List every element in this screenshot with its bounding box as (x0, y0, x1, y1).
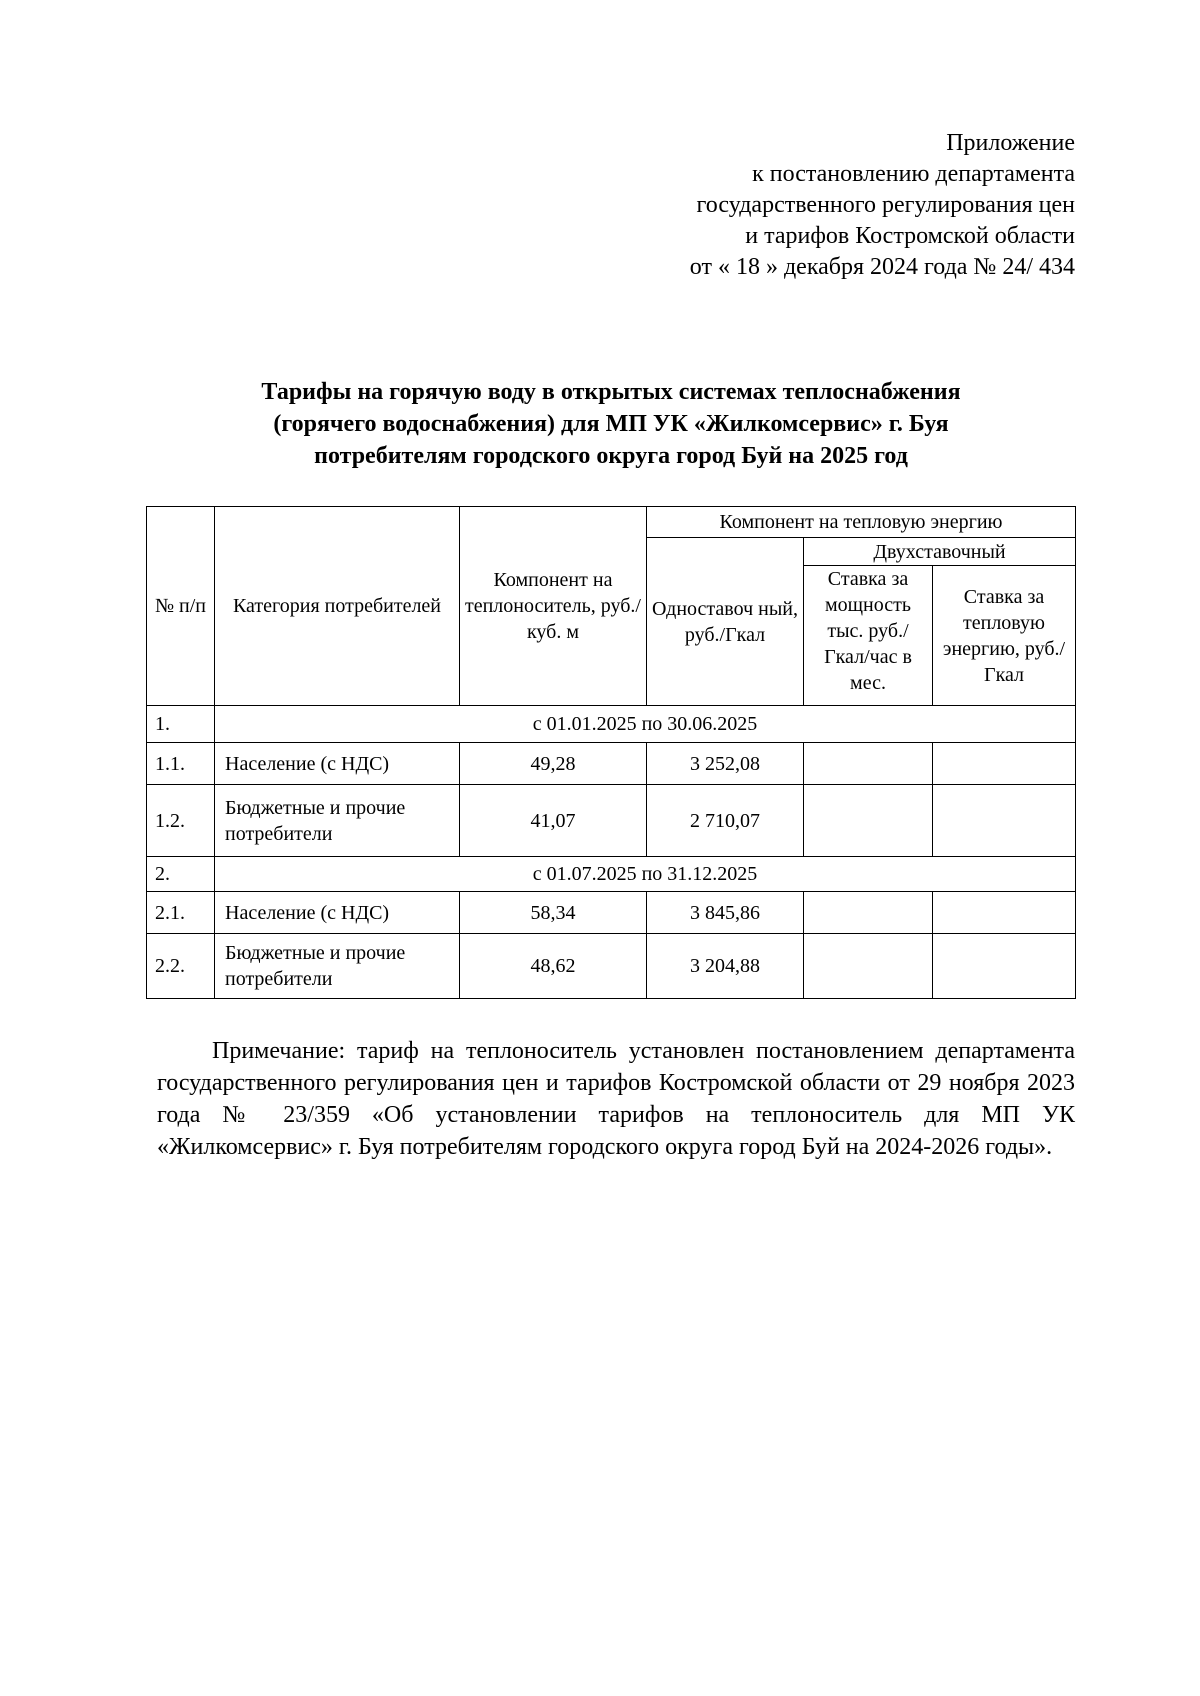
table-row (147, 934, 1076, 999)
row-single-rate-value: 3 204,88 (647, 934, 804, 999)
appendix-line: государственного регулирования цен (696, 192, 1075, 218)
title-line: Тарифы на горячую воду в открытых системах теплоснабжения (261, 379, 961, 405)
row-category: Бюджетные и прочие потребители (215, 785, 460, 857)
period-num: 1. (147, 706, 215, 743)
row-energy-value (933, 934, 1076, 999)
appendix-line: Приложение (946, 130, 1075, 156)
header-category: Категория потребителей (215, 507, 460, 706)
header-energy-rate: Ставка за тепловую энергию, руб./Гкал (933, 566, 1076, 706)
row-single-rate-value: 3 252,08 (647, 743, 804, 785)
row-energy-value (933, 892, 1076, 934)
row-num: 2.2. (147, 934, 215, 999)
row-carrier-value: 58,34 (460, 892, 647, 934)
header-capacity-rate: Ставка за мощность тыс. руб./ Гкал/час в мес. (804, 566, 933, 706)
header-carrier-component: Компонент на теплоноситель, руб./куб. м (460, 507, 647, 706)
title-line: (горячего водоснабжения) для МП УК «Жилкомсервис» г. Буя (273, 411, 949, 437)
row-num: 1.2. (147, 785, 215, 857)
title-line: потребителям городского округа город Буй на 2025 год (314, 443, 908, 469)
period-row (147, 706, 1076, 743)
row-capacity-value (804, 785, 933, 857)
appendix-line: к постановлению департамента (752, 161, 1075, 187)
row-capacity-value (804, 892, 933, 934)
row-category: Население (с НДС) (215, 892, 460, 934)
row-num: 1.1. (147, 743, 215, 785)
row-num: 2.1. (147, 892, 215, 934)
row-energy-value (933, 785, 1076, 857)
row-category: Бюджетные и прочие потребители (215, 934, 460, 999)
period-label: с 01.07.2025 по 31.12.2025 (215, 857, 1076, 892)
row-carrier-value: 41,07 (460, 785, 647, 857)
row-energy-value (933, 743, 1076, 785)
row-single-rate-value: 3 845,86 (647, 892, 804, 934)
row-capacity-value (804, 743, 933, 785)
row-carrier-value: 48,62 (460, 934, 647, 999)
period-row (147, 857, 1076, 892)
note-paragraph: Примечание: тариф на теплоноситель установлен постановлением департамента государственного регулирования цен и тарифов Костромской области от 29 ноября 2023 года № 23/359 «Об установлении тарифов на теплоноситель для МП УК «Жилкомсервис» г. Буя потребителям городского округа город Буй на 2024-2026 годы». (157, 1038, 1075, 1160)
table-row (147, 892, 1076, 934)
table-row (147, 785, 1076, 857)
document-title (146, 376, 1076, 472)
row-single-rate-value: 2 710,07 (647, 785, 804, 857)
header-num: № п/п (147, 507, 215, 706)
header-single-rate: Одноставоч ный, руб./Гкал (647, 538, 804, 706)
appendix-line: от « 18 » декабря 2024 года № 24/ 434 (689, 254, 1075, 280)
tariffs-table (146, 506, 1076, 999)
row-capacity-value (804, 934, 933, 999)
table-row (147, 743, 1076, 785)
appendix-header (690, 128, 1075, 283)
header-energy-component: Компонент на тепловую энергию (647, 507, 1076, 538)
appendix-line: и тарифов Костромской области (745, 223, 1075, 249)
row-carrier-value: 49,28 (460, 743, 647, 785)
row-category: Население (с НДС) (215, 743, 460, 785)
period-num: 2. (147, 857, 215, 892)
period-label: с 01.01.2025 по 30.06.2025 (215, 706, 1076, 743)
header-two-rate: Двухставочный (804, 538, 1076, 566)
